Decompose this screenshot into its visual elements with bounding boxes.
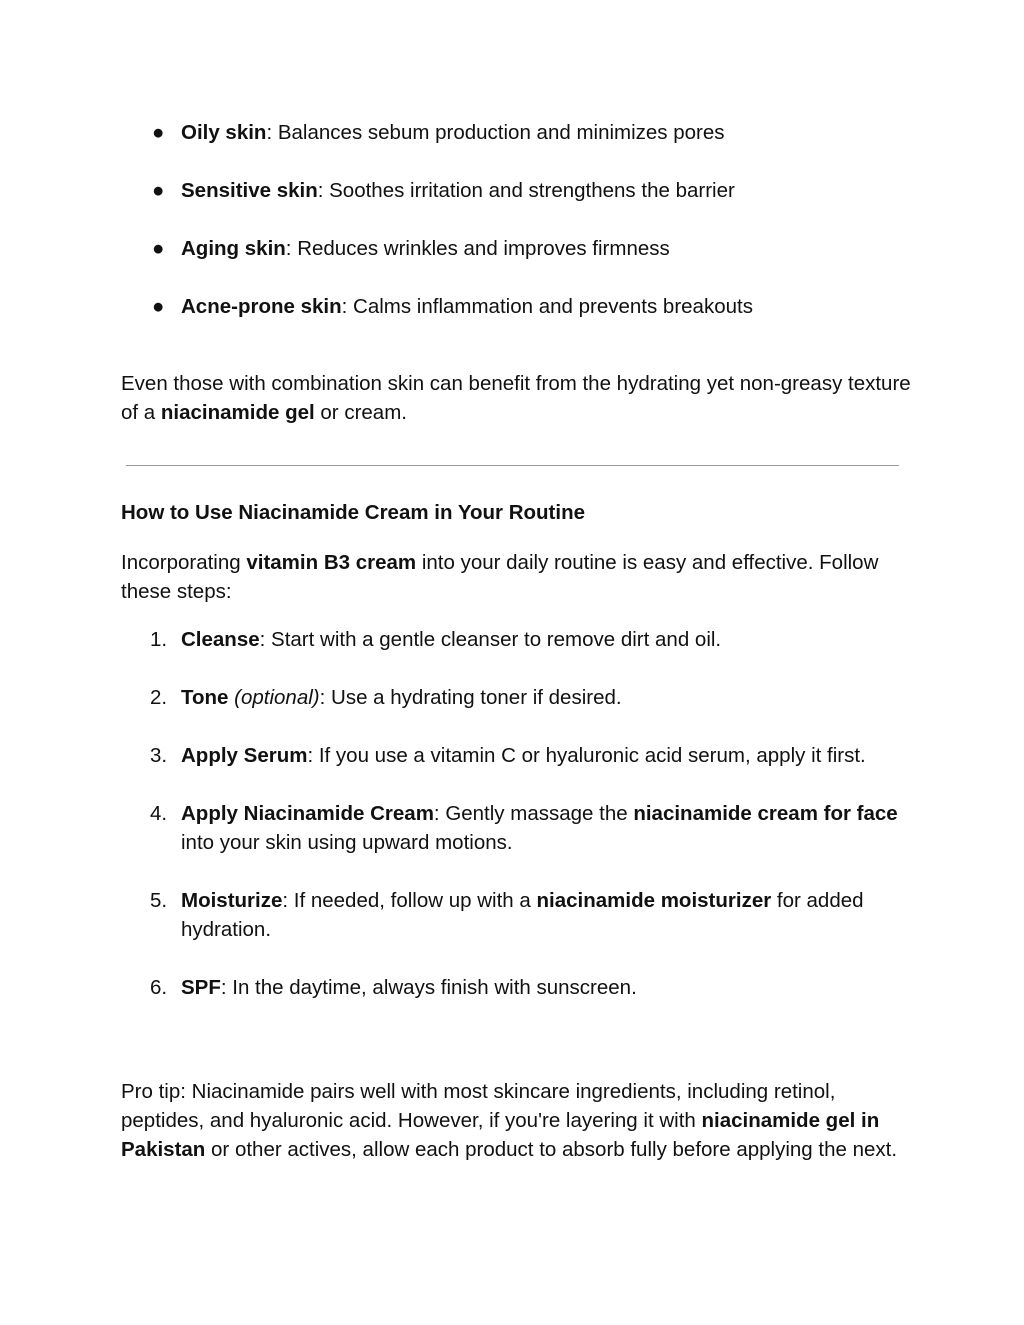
step-number: 2. — [150, 686, 168, 709]
paragraph-keyword: niacinamide gel in Pakistan — [121, 1109, 880, 1161]
paragraph-text: Pro tip: Niacinamide pairs well with most skincare ingredients, including retinol, peptides, and hyaluronic acid. However, if you're layering it with — [121, 1080, 836, 1132]
paragraph-text: Even those with combination skin can benefit from the hydrating yet non-greasy texture of a — [121, 372, 911, 424]
step-term: SPF — [181, 976, 221, 999]
step-item — [121, 741, 911, 770]
benefit-text: : Calms inflammation and prevents breakouts — [341, 295, 753, 318]
step-text-continued: into your skin using upward motions. — [181, 831, 513, 854]
list-item — [121, 234, 911, 263]
step-number: 4. — [150, 802, 168, 825]
step-text: : Gently massage the — [433, 802, 634, 825]
bullet-icon: ● — [152, 295, 165, 318]
step-item — [121, 799, 911, 857]
paragraph-keyword: vitamin B3 cream — [246, 551, 417, 574]
benefit-text: : Reduces wrinkles and improves firmness — [285, 237, 670, 260]
step-keyword: niacinamide cream for face — [633, 802, 898, 825]
list-item — [121, 118, 911, 147]
bullet-icon: ● — [152, 179, 165, 202]
combination-skin-paragraph — [121, 369, 911, 427]
bullet-icon: ● — [152, 121, 165, 144]
paragraph-keyword: niacinamide gel — [160, 401, 315, 424]
step-text: : If needed, follow up with a — [282, 889, 537, 912]
step-text: : In the daytime, always finish with sunscreen. — [220, 976, 637, 999]
step-term: Apply Niacinamide Cream — [181, 802, 434, 825]
step-keyword: niacinamide moisturizer — [536, 889, 772, 912]
step-item — [121, 973, 911, 1002]
benefit-text: : Soothes irritation and strengthens the barrier — [317, 179, 735, 202]
step-number: 3. — [150, 744, 168, 767]
benefit-term: Sensitive skin — [181, 179, 318, 202]
step-number: 1. — [150, 628, 168, 651]
intro-paragraph — [121, 548, 911, 606]
benefit-term: Acne-prone skin — [181, 295, 342, 318]
step-number: 5. — [150, 889, 168, 912]
skin-type-benefits-list — [121, 118, 911, 350]
paragraph-text: or cream. — [314, 401, 407, 424]
list-item — [121, 292, 911, 321]
horizontal-divider — [126, 465, 899, 466]
benefit-term: Oily skin — [181, 121, 267, 144]
step-text: : Start with a gentle cleanser to remove dirt and oil. — [259, 628, 722, 651]
step-number: 6. — [150, 976, 168, 999]
benefit-text: : Balances sebum production and minimizes pores — [266, 121, 725, 144]
step-text-continued: for added hydration. — [181, 889, 864, 941]
step-term: Tone — [181, 686, 229, 709]
step-item — [121, 625, 911, 654]
step-item — [121, 683, 911, 712]
section-heading: How to Use Niacinamide Cream in Your Routine — [121, 501, 585, 524]
step-term: Moisturize — [181, 889, 283, 912]
step-text: : If you use a vitamin C or hyaluronic acid serum, apply it first. — [307, 744, 866, 767]
step-note: (optional) — [228, 686, 320, 709]
benefit-term: Aging skin — [181, 237, 286, 260]
paragraph-text: or other actives, allow each product to absorb fully before applying the next. — [205, 1138, 898, 1161]
step-text: : Use a hydrating toner if desired. — [319, 686, 622, 709]
pro-tip-paragraph — [121, 1077, 911, 1164]
paragraph-text: Incorporating — [121, 551, 247, 574]
bullet-icon: ● — [152, 237, 165, 260]
step-item — [121, 886, 911, 944]
step-term: Cleanse — [181, 628, 260, 651]
paragraph-text: into your daily routine is easy and effective. Follow these steps: — [121, 551, 879, 603]
list-item — [121, 176, 911, 205]
step-term: Apply Serum — [181, 744, 308, 767]
routine-steps-list — [121, 625, 911, 1031]
